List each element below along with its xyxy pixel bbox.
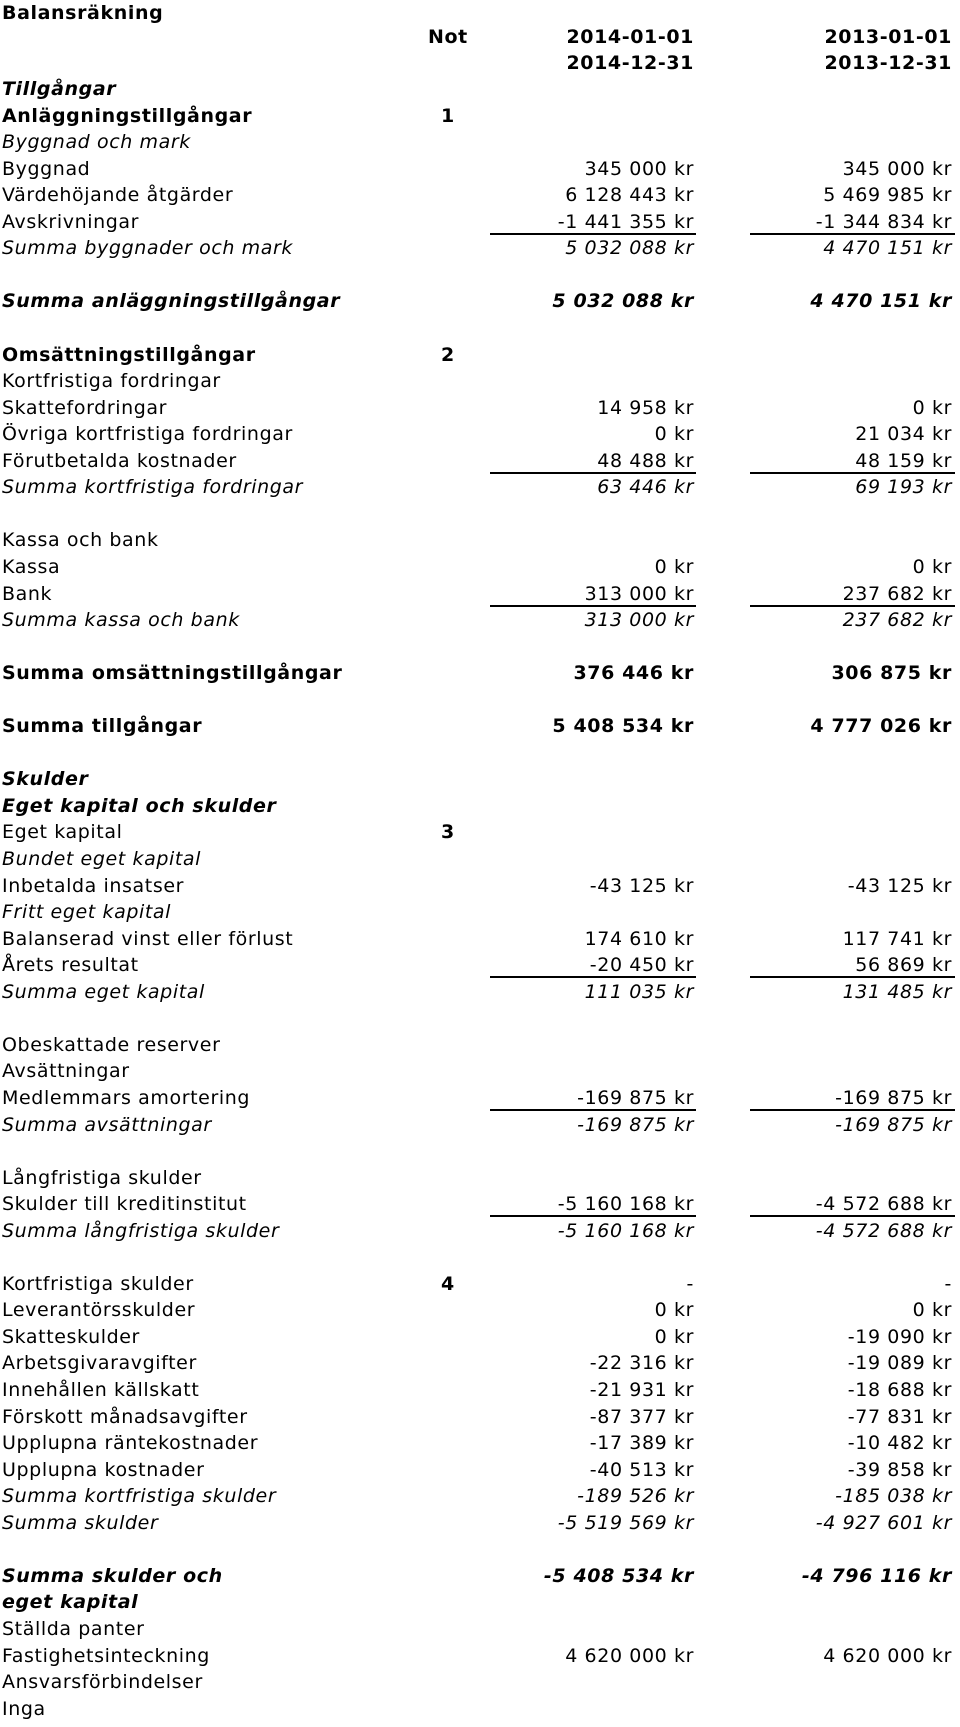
row-label: Omsättningstillgångar [2, 343, 256, 366]
value-2014: 48 488 kr [597, 449, 694, 472]
row-label: Ansvarsförbindelser [2, 1671, 203, 1693]
value-2013: 4 470 151 kr [810, 290, 952, 313]
value-2014: -169 875 kr [577, 1086, 694, 1109]
value-2013: -4 927 601 kr [815, 1511, 952, 1534]
row-label: Obeskattade reserver [2, 1033, 221, 1056]
value-2014: -20 450 kr [589, 954, 694, 977]
row-label: Summa skulder och [2, 1564, 223, 1587]
value-2014: -17 389 kr [589, 1432, 694, 1454]
row-label: Summa kortfristiga skulder [2, 1485, 277, 1508]
value-2014: -5 160 168 kr [557, 1193, 694, 1216]
value-2013: -169 875 kr [835, 1113, 952, 1136]
row-label: Upplupna räntekostnader [2, 1432, 259, 1454]
value-2014: 0 kr [654, 555, 694, 578]
header-col1-start: 2014-01-01 [566, 26, 694, 48]
note-number: 3 [441, 821, 455, 844]
table-row [0, 554, 960, 580]
row-label: Kortfristiga fordringar [2, 370, 221, 393]
row-label: Kassa [2, 555, 61, 578]
value-2013: 21 034 kr [855, 423, 952, 446]
header-col2-end: 2013-12-31 [824, 52, 952, 74]
row-label: Övriga kortfristiga fordringar [2, 423, 293, 446]
table-row [0, 1032, 960, 1058]
value-2014: -40 513 kr [589, 1458, 694, 1481]
table-row [0, 76, 960, 102]
spacer-row [0, 262, 960, 288]
value-2014: 0 kr [654, 1325, 694, 1348]
header-not: Not [428, 26, 468, 48]
value-2014: -5 519 569 kr [557, 1511, 694, 1534]
table-row [0, 979, 960, 1005]
spacer-row [0, 687, 960, 713]
table-row [0, 1324, 960, 1350]
table-row [0, 156, 960, 182]
value-2014: 376 446 kr [573, 662, 694, 685]
value-2014: 0 kr [654, 1299, 694, 1322]
row-label: Fastighetsinteckning [2, 1644, 210, 1667]
row-label: Summa kortfristiga fordringar [2, 476, 304, 499]
value-2013: 48 159 kr [855, 449, 952, 472]
table-row [0, 1350, 960, 1376]
row-label: Fritt eget kapital [2, 901, 172, 924]
table-row [0, 819, 960, 845]
row-label: Upplupna kostnader [2, 1458, 205, 1481]
value-2013: 0 kr [912, 396, 952, 419]
value-2014: -43 125 kr [589, 874, 694, 897]
table-row [0, 342, 960, 368]
table-row [0, 1271, 960, 1297]
value-2013: 4 470 151 kr [823, 237, 952, 260]
value-2013: 69 193 kr [855, 476, 952, 499]
value-2013: -39 858 kr [847, 1458, 952, 1481]
value-2014: 63 446 kr [597, 476, 694, 499]
value-2013: -4 572 688 kr [815, 1219, 952, 1242]
table-row [0, 899, 960, 925]
value-2014: 5 408 534 kr [552, 715, 694, 738]
value-2013: -19 089 kr [847, 1352, 952, 1375]
row-label: Summa skulder [2, 1511, 159, 1534]
spacer-row [0, 740, 960, 766]
row-label: Summa tillgångar [2, 715, 203, 738]
row-label: Inbetalda insatser [2, 874, 185, 897]
table-row [0, 1669, 960, 1695]
row-label: Summa eget kapital [2, 980, 205, 1003]
table-row [0, 793, 960, 819]
value-2013: 131 485 kr [842, 980, 952, 1003]
row-label: Skatteskulder [2, 1325, 140, 1348]
table-row [0, 1377, 960, 1403]
table-row [0, 1616, 960, 1642]
note-number: 1 [441, 104, 455, 127]
table-row [0, 1589, 960, 1615]
row-label: Bundet eget kapital [2, 848, 202, 870]
value-2013: 5 469 985 kr [823, 184, 952, 207]
table-row [0, 395, 960, 421]
row-label: Innehållen källskatt [2, 1379, 200, 1401]
row-label: Summa avsättningar [2, 1113, 212, 1136]
table-row [0, 607, 960, 633]
table-row [0, 1510, 960, 1536]
value-2013: 56 869 kr [855, 954, 952, 977]
row-label: Anläggningstillgångar [2, 104, 253, 127]
table-row [0, 474, 960, 500]
table-row [0, 1218, 960, 1244]
value-2013: -185 038 kr [835, 1485, 952, 1508]
table-row [0, 1643, 960, 1669]
value-2013: -18 688 kr [847, 1379, 952, 1401]
row-label: Avsättningar [2, 1060, 130, 1083]
table-row [0, 1297, 960, 1323]
row-label: Inga [2, 1697, 46, 1720]
row-label: Kassa och bank [2, 529, 159, 552]
row-label: Summa kassa och bank [2, 609, 240, 631]
table-row [0, 1112, 960, 1138]
value-2013: -77 831 kr [847, 1405, 952, 1428]
value-2014: -21 931 kr [589, 1379, 694, 1401]
table-row [0, 926, 960, 952]
value-2014: 5 032 088 kr [565, 237, 694, 260]
value-2014: 345 000 kr [584, 157, 694, 180]
table-row [0, 288, 960, 314]
row-label: Värdehöjande åtgärder [2, 184, 234, 207]
value-2013: -169 875 kr [835, 1086, 952, 1109]
spacer-row [0, 634, 960, 660]
value-2014: 6 128 443 kr [565, 184, 694, 207]
header-col2-start: 2013-01-01 [824, 26, 952, 48]
value-2013: 306 875 kr [831, 662, 952, 685]
row-label: Eget kapital [2, 821, 123, 844]
row-label: Summa långfristiga skulder [2, 1219, 280, 1242]
value-2013: -43 125 kr [847, 874, 952, 897]
row-label: Skulder till kreditinstitut [2, 1193, 247, 1216]
table-row [0, 1058, 960, 1084]
value-2013: -1 344 834 kr [815, 210, 952, 233]
row-label: Byggnad och mark [2, 131, 191, 154]
value-2013: 237 682 kr [842, 609, 952, 631]
row-label: Ställda panter [2, 1617, 145, 1640]
row-label: Summa byggnader och mark [2, 237, 294, 260]
table-row [0, 873, 960, 899]
value-2014: 5 032 088 kr [552, 290, 694, 313]
spacer-row [0, 1138, 960, 1164]
spacer-row [0, 1536, 960, 1562]
row-label: Leverantörsskulder [2, 1299, 196, 1322]
table-row [0, 1404, 960, 1430]
row-label: Medlemmars amortering [2, 1086, 251, 1109]
note-number: 4 [441, 1272, 455, 1295]
row-label: Balanserad vinst eller förlust [2, 927, 294, 950]
table-row [0, 129, 960, 155]
document-title: Balansräkning [2, 2, 164, 24]
table-row [0, 1483, 960, 1509]
value-2013: -4 796 116 kr [801, 1564, 952, 1587]
table-row [0, 1085, 960, 1111]
value-2014: 4 620 000 kr [565, 1644, 694, 1667]
table-row [0, 846, 960, 872]
table-row [0, 713, 960, 739]
row-label: Summa omsättningstillgångar [2, 662, 343, 685]
note-number: 2 [441, 343, 455, 366]
row-label: Långfristiga skulder [2, 1166, 202, 1189]
table-row [0, 448, 960, 474]
table-row [0, 1430, 960, 1456]
row-label: Förskott månadsavgifter [2, 1405, 248, 1428]
spacer-row [0, 1244, 960, 1270]
value-2013: - [944, 1272, 952, 1295]
value-2013: 345 000 kr [842, 157, 952, 180]
table-row [0, 1563, 960, 1589]
header-col1-end: 2014-12-31 [566, 52, 694, 74]
spacer-row [0, 501, 960, 527]
value-2014: 313 000 kr [584, 582, 694, 605]
value-2013: 117 741 kr [842, 927, 952, 950]
value-2013: -19 090 kr [847, 1325, 952, 1348]
value-2013: 4 777 026 kr [810, 715, 952, 738]
row-label: Tillgångar [2, 78, 117, 100]
value-2014: 14 958 kr [597, 396, 694, 419]
value-2014: - [686, 1272, 694, 1295]
table-row [0, 368, 960, 394]
row-label: Årets resultat [2, 954, 139, 977]
value-2014: -1 441 355 kr [557, 210, 694, 233]
table-row [0, 1696, 960, 1722]
row-label: Avskrivningar [2, 210, 140, 233]
value-2013: 0 kr [912, 555, 952, 578]
value-2013: 4 620 000 kr [823, 1644, 952, 1667]
value-2014: -189 526 kr [577, 1485, 694, 1508]
table-row [0, 235, 960, 261]
value-2014: -22 316 kr [589, 1352, 694, 1375]
value-2014: 174 610 kr [584, 927, 694, 950]
row-label: eget kapital [2, 1591, 139, 1614]
value-2013: -10 482 kr [847, 1432, 952, 1454]
table-row [0, 952, 960, 978]
table-row [0, 421, 960, 447]
table-row [0, 103, 960, 129]
value-2014: -5 408 534 kr [543, 1564, 694, 1587]
table-row [0, 182, 960, 208]
row-label: Eget kapital och skulder [2, 794, 277, 817]
value-2014: -169 875 kr [577, 1113, 694, 1136]
table-row [0, 1165, 960, 1191]
value-2013: -4 572 688 kr [815, 1193, 952, 1216]
row-label: Skulder [2, 768, 89, 791]
value-2014: 313 000 kr [584, 609, 694, 631]
value-2014: 111 035 kr [584, 980, 694, 1003]
row-label: Summa anläggningstillgångar [2, 290, 341, 313]
table-row [0, 1191, 960, 1217]
row-label: Arbetsgivaravgifter [2, 1352, 197, 1375]
row-label: Skattefordringar [2, 396, 168, 419]
row-label: Byggnad [2, 157, 91, 180]
value-2014: -87 377 kr [589, 1405, 694, 1428]
value-2014: -5 160 168 kr [557, 1219, 694, 1242]
table-row [0, 660, 960, 686]
value-2013: 237 682 kr [842, 582, 952, 605]
value-2014: 0 kr [654, 423, 694, 446]
row-label: Kortfristiga skulder [2, 1272, 194, 1295]
row-label: Förutbetalda kostnader [2, 449, 237, 472]
table-row [0, 581, 960, 607]
row-label: Bank [2, 582, 53, 605]
spacer-row [0, 1005, 960, 1031]
table-row [0, 1457, 960, 1483]
table-row [0, 527, 960, 553]
spacer-row [0, 315, 960, 341]
table-row [0, 766, 960, 792]
table-row [0, 209, 960, 235]
value-2013: 0 kr [912, 1299, 952, 1322]
